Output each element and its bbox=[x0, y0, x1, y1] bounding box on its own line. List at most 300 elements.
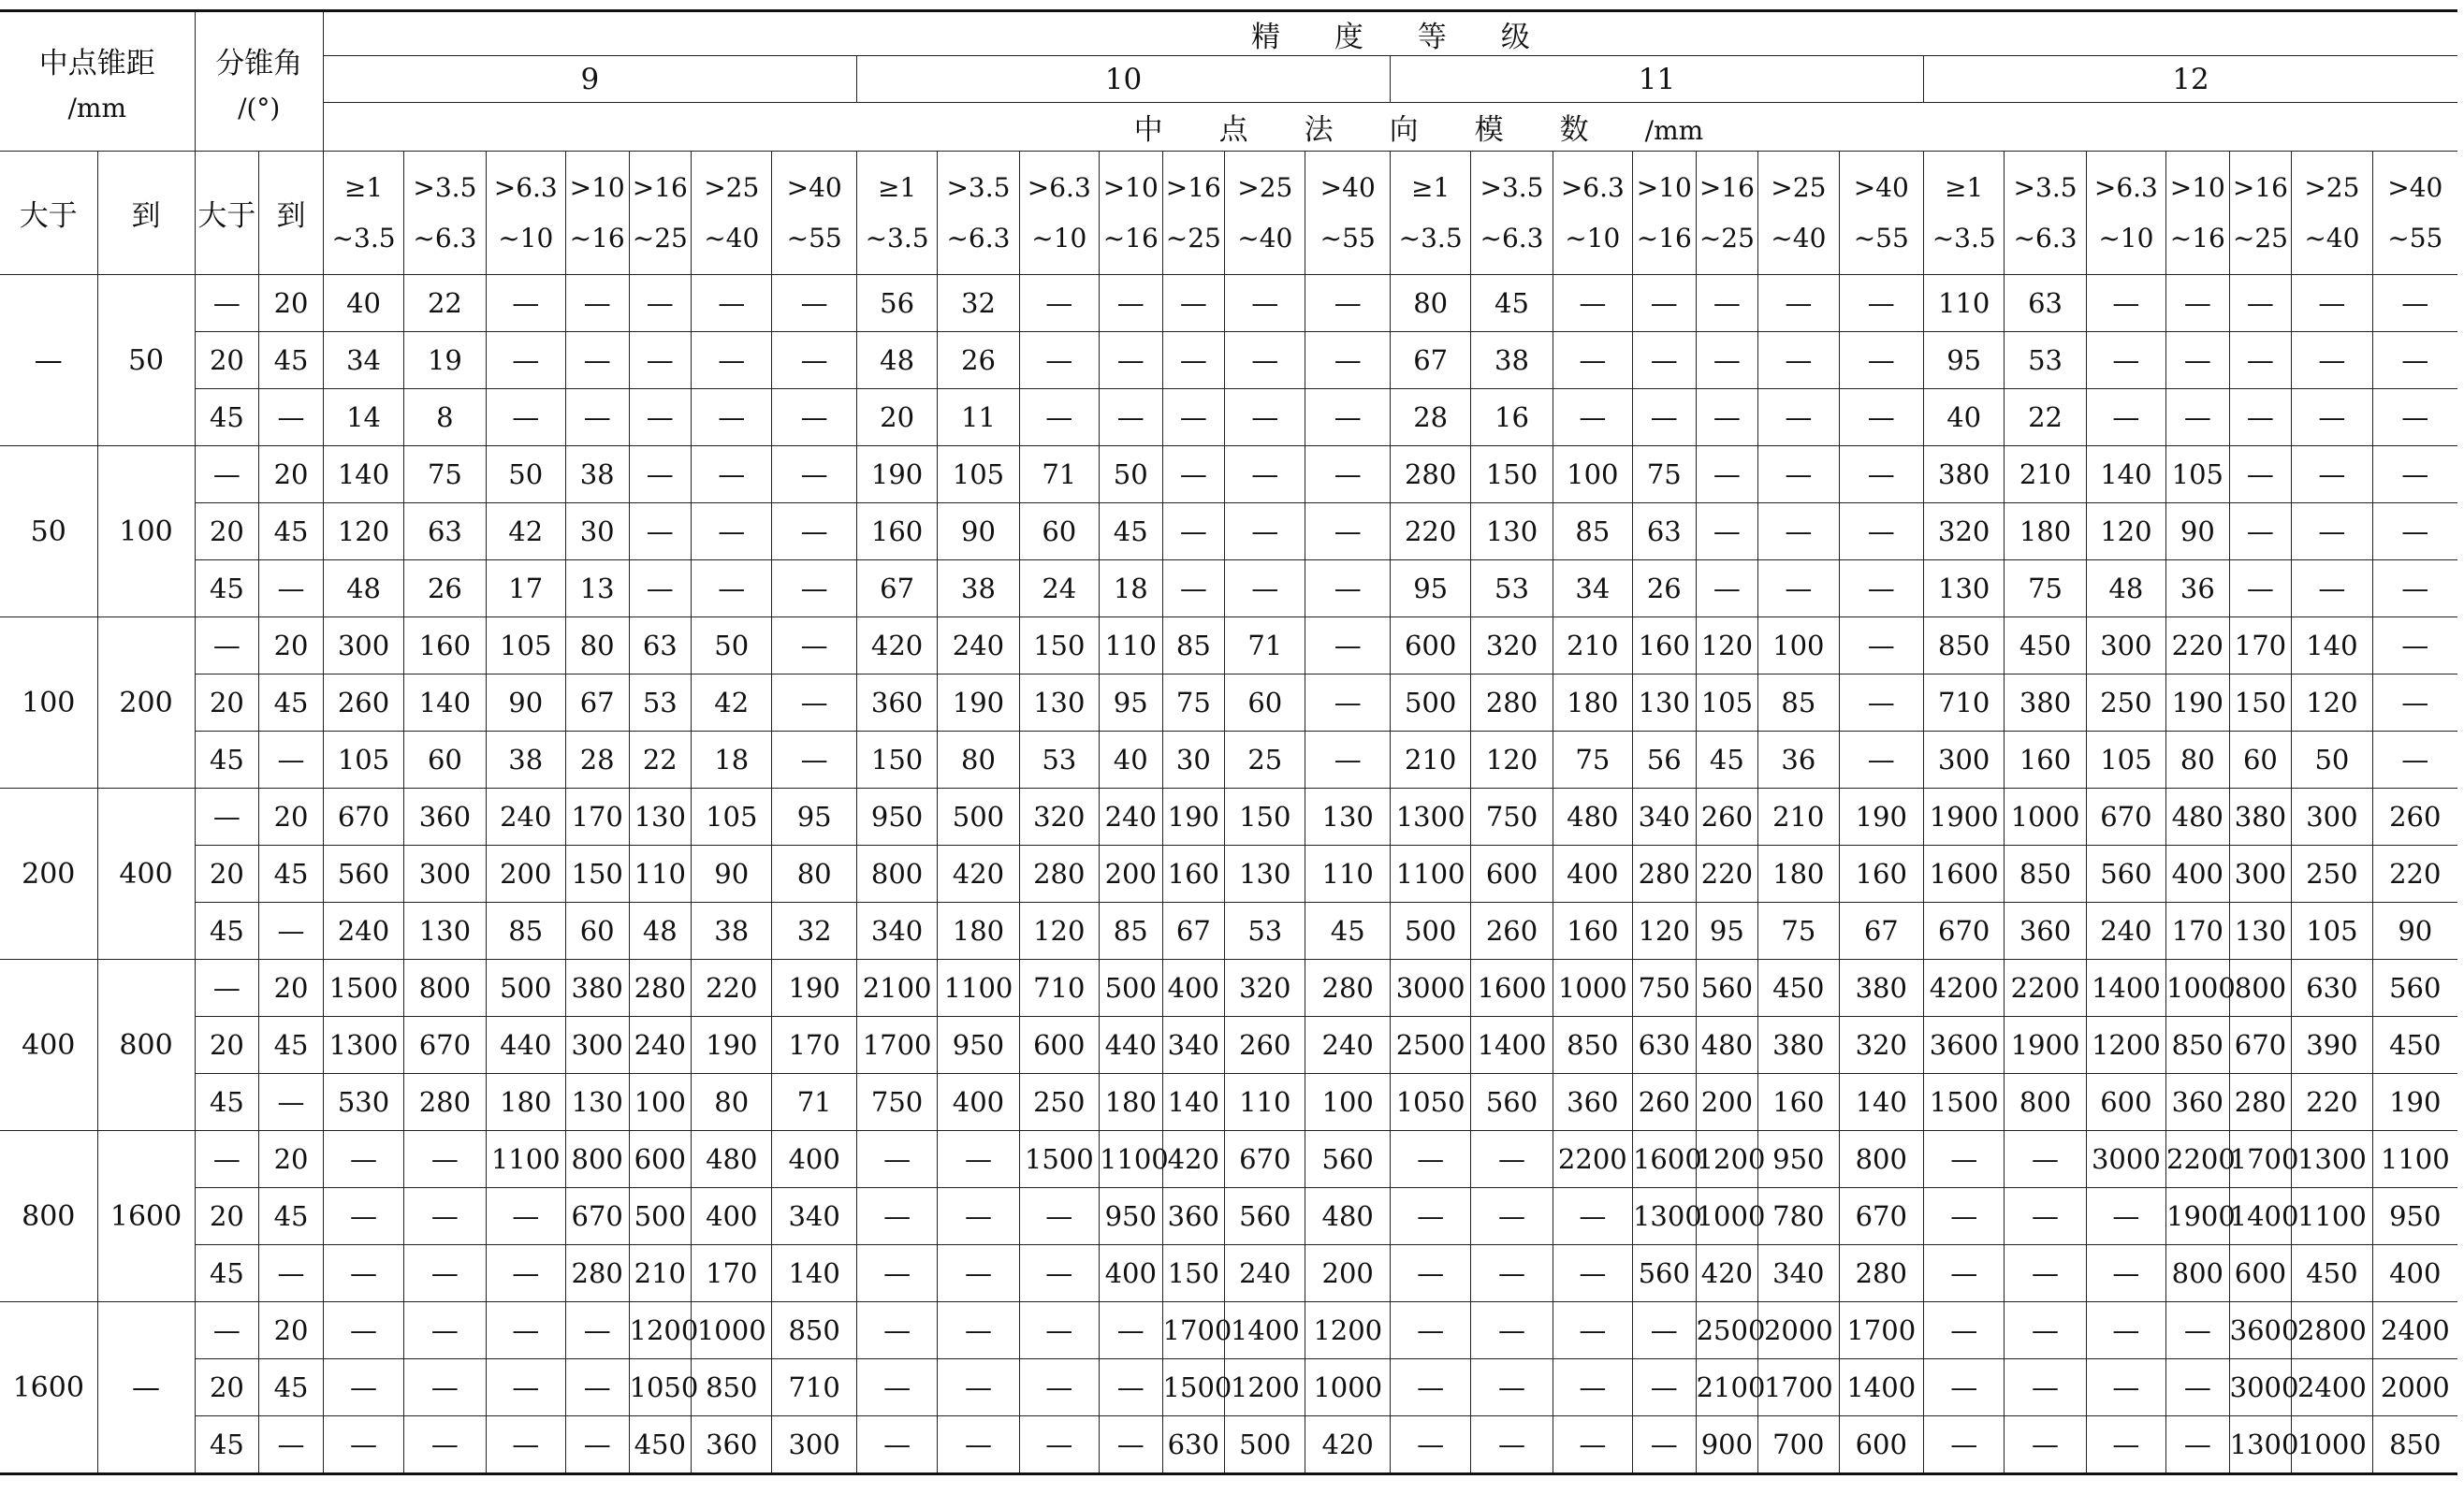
tolerance-value: 200 bbox=[486, 846, 565, 903]
cone-distance-from: — bbox=[0, 275, 97, 446]
tolerance-value: — bbox=[486, 1416, 565, 1474]
module-unit: /mm bbox=[1644, 115, 1704, 146]
tolerance-value: 160 bbox=[856, 503, 937, 560]
module-range-upper: ~3.5 bbox=[1932, 222, 1996, 254]
tolerance-value: 560 bbox=[2372, 960, 2457, 1017]
module-range-upper: ~25 bbox=[632, 222, 688, 254]
tolerance-value: — bbox=[856, 1188, 937, 1245]
tolerance-value: 320 bbox=[1924, 503, 2005, 560]
tolerance-value: 60 bbox=[2229, 732, 2292, 789]
table-row bbox=[0, 275, 2457, 332]
tolerance-value: 300 bbox=[2229, 846, 2292, 903]
tolerance-value: — bbox=[2166, 1302, 2230, 1359]
tolerance-value: — bbox=[2005, 1302, 2086, 1359]
tolerance-value: — bbox=[2292, 389, 2372, 446]
tolerance-value: 25 bbox=[1225, 732, 1305, 789]
tolerance-value: — bbox=[1758, 503, 1839, 560]
cone-distance-unit: /mm bbox=[67, 93, 127, 123]
tolerance-value: 48 bbox=[2086, 560, 2165, 617]
tolerance-value: — bbox=[1839, 446, 1924, 503]
tolerance-value: — bbox=[1225, 275, 1305, 332]
tolerance-value: 105 bbox=[486, 617, 565, 674]
tolerance-value: 140 bbox=[2292, 617, 2372, 674]
tolerance-value: 1400 bbox=[2086, 960, 2165, 1017]
module-label: 中点法向模数 bbox=[1133, 113, 1645, 147]
tolerance-value: 4200 bbox=[1924, 960, 2005, 1017]
tolerance-value: 190 bbox=[2372, 1074, 2457, 1131]
tolerance-value: 300 bbox=[2086, 617, 2165, 674]
tolerance-value: 500 bbox=[938, 789, 1019, 846]
table-row bbox=[0, 674, 2457, 732]
cone-angle-to: 20 bbox=[259, 789, 324, 846]
tolerance-value: 8 bbox=[404, 389, 486, 446]
tolerance-value: 38 bbox=[565, 446, 629, 503]
tolerance-value: — bbox=[1390, 1359, 1470, 1416]
tolerance-value: 80 bbox=[565, 617, 629, 674]
tolerance-value: 210 bbox=[1758, 789, 1839, 846]
tolerance-value: 400 bbox=[1553, 846, 1632, 903]
module-range-header bbox=[856, 152, 937, 275]
cone-angle-from: — bbox=[195, 1302, 259, 1359]
tolerance-value: — bbox=[856, 1302, 937, 1359]
tolerance-value: — bbox=[629, 332, 692, 389]
tolerance-value: — bbox=[2292, 560, 2372, 617]
cone-angle-to: 45 bbox=[259, 846, 324, 903]
tolerance-value: — bbox=[1162, 560, 1225, 617]
tolerance-value: — bbox=[1019, 1416, 1099, 1474]
module-range-header bbox=[1839, 152, 1924, 275]
tolerance-value: — bbox=[1553, 1245, 1632, 1302]
tolerance-value: 560 bbox=[323, 846, 403, 903]
tolerance-value: 850 bbox=[2166, 1017, 2230, 1074]
tolerance-value: 600 bbox=[1839, 1416, 1924, 1474]
tolerance-value: 3000 bbox=[2229, 1359, 2292, 1416]
module-range-header bbox=[1758, 152, 1839, 275]
tolerance-value: 1000 bbox=[1553, 960, 1632, 1017]
tolerance-value: 240 bbox=[486, 789, 565, 846]
tolerance-value: — bbox=[1019, 332, 1099, 389]
cone-angle-from: 20 bbox=[195, 674, 259, 732]
tolerance-value: 670 bbox=[404, 1017, 486, 1074]
cone-angle-to: 20 bbox=[259, 617, 324, 674]
tolerance-value: — bbox=[486, 332, 565, 389]
cone-angle-to: 20 bbox=[259, 275, 324, 332]
tolerance-value: — bbox=[486, 1302, 565, 1359]
tolerance-value: 240 bbox=[323, 903, 403, 960]
tolerance-value: 100 bbox=[1305, 1074, 1391, 1131]
tolerance-value: — bbox=[1019, 1359, 1099, 1416]
tolerance-value: 450 bbox=[2005, 617, 2086, 674]
tolerance-value: 105 bbox=[2086, 732, 2165, 789]
module-range-upper: ~40 bbox=[1237, 222, 1293, 254]
tolerance-value: 600 bbox=[2086, 1074, 2165, 1131]
tolerance-value: 85 bbox=[1099, 903, 1162, 960]
tolerance-value: 1100 bbox=[1099, 1131, 1162, 1188]
tolerance-value: 1100 bbox=[486, 1131, 565, 1188]
tolerance-value: 3000 bbox=[2086, 1131, 2165, 1188]
tolerance-value: — bbox=[772, 560, 857, 617]
tolerance-value: 26 bbox=[1632, 560, 1696, 617]
tolerance-value: 320 bbox=[1839, 1017, 1924, 1074]
tolerance-value: — bbox=[856, 1416, 937, 1474]
tolerance-value: 210 bbox=[1390, 732, 1470, 789]
tolerance-value: 1900 bbox=[1924, 789, 2005, 846]
tolerance-value: — bbox=[2229, 275, 2292, 332]
tolerance-value: — bbox=[1924, 1188, 2005, 1245]
module-range-lower: ≥1 bbox=[343, 171, 384, 203]
tolerance-value: — bbox=[772, 674, 857, 732]
cone-angle-from: 20 bbox=[195, 1188, 259, 1245]
module-range-header bbox=[1225, 152, 1305, 275]
tolerance-value: 2200 bbox=[2166, 1131, 2230, 1188]
tolerance-value: 80 bbox=[692, 1074, 772, 1131]
tolerance-value: 300 bbox=[772, 1416, 857, 1474]
cone-distance-label: 中点锥距 bbox=[38, 47, 155, 80]
tolerance-value: 1600 bbox=[1471, 960, 1553, 1017]
tolerance-value: 750 bbox=[1471, 789, 1553, 846]
tolerance-value: 53 bbox=[1225, 903, 1305, 960]
tolerance-value: 67 bbox=[1162, 903, 1225, 960]
tolerance-value: 2400 bbox=[2372, 1302, 2457, 1359]
tolerance-value: 120 bbox=[1471, 732, 1553, 789]
tolerance-value: 30 bbox=[1162, 732, 1225, 789]
cone-angle-to: 45 bbox=[259, 1017, 324, 1074]
tolerance-value: 1400 bbox=[2229, 1188, 2292, 1245]
tolerance-value: 400 bbox=[772, 1131, 857, 1188]
tolerance-value: 480 bbox=[1696, 1017, 1758, 1074]
tolerance-value: 220 bbox=[1390, 503, 1470, 560]
tolerance-value: — bbox=[2372, 560, 2457, 617]
tolerance-table bbox=[0, 9, 2457, 1475]
cone-angle-from: 20 bbox=[195, 1017, 259, 1074]
tolerance-value: — bbox=[1305, 732, 1391, 789]
tolerance-value: — bbox=[2166, 275, 2230, 332]
cone-angle-to: 45 bbox=[259, 1359, 324, 1416]
tolerance-value: — bbox=[692, 446, 772, 503]
tolerance-value: 60 bbox=[404, 732, 486, 789]
tolerance-value: 56 bbox=[856, 275, 937, 332]
tolerance-value: 1700 bbox=[1162, 1302, 1225, 1359]
tolerance-value: 600 bbox=[1390, 617, 1470, 674]
tolerance-value: 280 bbox=[1632, 846, 1696, 903]
tolerance-value: — bbox=[2005, 1359, 2086, 1416]
tolerance-value: 210 bbox=[1553, 617, 1632, 674]
tolerance-value: — bbox=[1305, 275, 1391, 332]
tolerance-value: — bbox=[772, 732, 857, 789]
tolerance-value: 18 bbox=[692, 732, 772, 789]
tolerance-value: 63 bbox=[1632, 503, 1696, 560]
module-range-header bbox=[1099, 152, 1162, 275]
tolerance-value: — bbox=[1632, 389, 1696, 446]
tolerance-value: — bbox=[2372, 275, 2457, 332]
tolerance-value: — bbox=[1553, 332, 1632, 389]
module-range-lower: >16 bbox=[1165, 171, 1221, 203]
tolerance-value: 300 bbox=[565, 1017, 629, 1074]
tolerance-value: 850 bbox=[692, 1359, 772, 1416]
tolerance-value: 440 bbox=[1099, 1017, 1162, 1074]
tolerance-value: 1300 bbox=[323, 1017, 403, 1074]
tolerance-value: 71 bbox=[1225, 617, 1305, 674]
tolerance-value: 950 bbox=[1758, 1131, 1839, 1188]
tolerance-value: 320 bbox=[1019, 789, 1099, 846]
module-range-header bbox=[1390, 152, 1470, 275]
tolerance-value: 260 bbox=[1632, 1074, 1696, 1131]
tolerance-value: 210 bbox=[2005, 446, 2086, 503]
tolerance-value: — bbox=[1162, 389, 1225, 446]
tolerance-value: 260 bbox=[1471, 903, 1553, 960]
cone-distance-to: 400 bbox=[97, 789, 195, 960]
cone-angle-to: 20 bbox=[259, 1131, 324, 1188]
tolerance-value: 240 bbox=[1305, 1017, 1391, 1074]
tolerance-value: 2500 bbox=[1390, 1017, 1470, 1074]
tolerance-value: 380 bbox=[2229, 789, 2292, 846]
tolerance-value: 560 bbox=[1225, 1188, 1305, 1245]
module-range-header bbox=[2292, 152, 2372, 275]
module-range-header bbox=[323, 152, 403, 275]
tolerance-value: 17 bbox=[486, 560, 565, 617]
tolerance-value: 26 bbox=[938, 332, 1019, 389]
module-range-lower: >10 bbox=[1636, 171, 1692, 203]
tolerance-value: 340 bbox=[1632, 789, 1696, 846]
cone-angle-to: — bbox=[259, 560, 324, 617]
tolerance-value: 1500 bbox=[1924, 1074, 2005, 1131]
tolerance-value: 850 bbox=[2005, 846, 2086, 903]
tolerance-value: 380 bbox=[565, 960, 629, 1017]
tolerance-value: — bbox=[1305, 560, 1391, 617]
tolerance-value: — bbox=[1632, 1302, 1696, 1359]
tolerance-value: 400 bbox=[2372, 1245, 2457, 1302]
module-range-lower: >40 bbox=[2387, 171, 2443, 203]
tolerance-value: — bbox=[486, 275, 565, 332]
tolerance-value: 120 bbox=[1696, 617, 1758, 674]
tolerance-value: — bbox=[1471, 1302, 1553, 1359]
tolerance-value: 300 bbox=[1924, 732, 2005, 789]
tolerance-value: 24 bbox=[1019, 560, 1099, 617]
tolerance-value: — bbox=[2166, 332, 2230, 389]
tolerance-value: 190 bbox=[772, 960, 857, 1017]
tolerance-value: 630 bbox=[1162, 1416, 1225, 1474]
tolerance-value: 45 bbox=[1696, 732, 1758, 789]
tolerance-value: 180 bbox=[1758, 846, 1839, 903]
tolerance-value: 360 bbox=[2005, 903, 2086, 960]
tolerance-value: 850 bbox=[1553, 1017, 1632, 1074]
module-range-header bbox=[2166, 152, 2230, 275]
tolerance-value: — bbox=[1019, 275, 1099, 332]
tolerance-value: 560 bbox=[1305, 1131, 1391, 1188]
tolerance-value: 1000 bbox=[692, 1302, 772, 1359]
tolerance-value: 1100 bbox=[2292, 1188, 2372, 1245]
tolerance-value: 1000 bbox=[1696, 1188, 1758, 1245]
table-row bbox=[0, 732, 2457, 789]
tolerance-value: — bbox=[2229, 560, 2292, 617]
module-range-header bbox=[692, 152, 772, 275]
tolerance-value: 28 bbox=[1390, 389, 1470, 446]
tolerance-value: 140 bbox=[1162, 1074, 1225, 1131]
tolerance-value: 750 bbox=[1632, 960, 1696, 1017]
tolerance-value: — bbox=[2229, 332, 2292, 389]
module-range-header bbox=[2005, 152, 2086, 275]
tolerance-value: 240 bbox=[629, 1017, 692, 1074]
table-row bbox=[0, 1131, 2457, 1188]
tolerance-value: — bbox=[2292, 503, 2372, 560]
tolerance-value: 220 bbox=[2372, 846, 2457, 903]
tolerance-value: — bbox=[2372, 674, 2457, 732]
module-range-upper: ~3.5 bbox=[331, 222, 396, 254]
tolerance-value: 670 bbox=[323, 789, 403, 846]
grade-11-header: 11 bbox=[1390, 56, 1923, 103]
tolerance-value: 56 bbox=[1632, 732, 1696, 789]
tolerance-value: 60 bbox=[1019, 503, 1099, 560]
table-row bbox=[0, 1188, 2457, 1245]
tolerance-value: 30 bbox=[565, 503, 629, 560]
tolerance-value: 380 bbox=[1924, 446, 2005, 503]
module-range-upper: ~10 bbox=[1565, 222, 1621, 254]
tolerance-value: 42 bbox=[486, 503, 565, 560]
module-range-lower: >40 bbox=[1853, 171, 1909, 203]
tolerance-value: 1500 bbox=[1019, 1131, 1099, 1188]
tolerance-value: — bbox=[1305, 674, 1391, 732]
tolerance-value: — bbox=[1099, 275, 1162, 332]
tolerance-value: 1700 bbox=[856, 1017, 937, 1074]
tolerance-value: 2200 bbox=[1553, 1131, 1632, 1188]
cone-angle-from: 20 bbox=[195, 503, 259, 560]
tolerance-value: — bbox=[1924, 1302, 2005, 1359]
tolerance-value: — bbox=[692, 560, 772, 617]
tolerance-value: 110 bbox=[629, 846, 692, 903]
tolerance-value: 1000 bbox=[2166, 960, 2230, 1017]
tolerance-value: — bbox=[1696, 446, 1758, 503]
tolerance-value: 60 bbox=[1225, 674, 1305, 732]
tolerance-value: 400 bbox=[1099, 1245, 1162, 1302]
tolerance-value: 1200 bbox=[1696, 1131, 1758, 1188]
tolerance-value: 300 bbox=[323, 617, 403, 674]
tolerance-value: — bbox=[2292, 275, 2372, 332]
tolerance-value: — bbox=[938, 1131, 1019, 1188]
tolerance-value: — bbox=[2372, 332, 2457, 389]
tolerance-value: 950 bbox=[2372, 1188, 2457, 1245]
module-range-upper: ~55 bbox=[2387, 222, 2443, 254]
tolerance-value: 1100 bbox=[1390, 846, 1470, 903]
tolerance-value: — bbox=[404, 1359, 486, 1416]
tolerance-value: — bbox=[565, 332, 629, 389]
tolerance-value: 780 bbox=[1758, 1188, 1839, 1245]
tolerance-value: — bbox=[1225, 332, 1305, 389]
tolerance-value: 22 bbox=[2005, 389, 2086, 446]
tolerance-value: 95 bbox=[1924, 332, 2005, 389]
tolerance-value: 1200 bbox=[1305, 1302, 1391, 1359]
tolerance-value: 90 bbox=[692, 846, 772, 903]
tolerance-value: 75 bbox=[2005, 560, 2086, 617]
tolerance-value: 560 bbox=[1632, 1245, 1696, 1302]
tolerance-value: — bbox=[2086, 1302, 2165, 1359]
tolerance-value: 500 bbox=[1390, 674, 1470, 732]
tolerance-value: 420 bbox=[1696, 1245, 1758, 1302]
tolerance-value: 95 bbox=[1099, 674, 1162, 732]
tolerance-value: — bbox=[2229, 503, 2292, 560]
tolerance-value: 380 bbox=[2005, 674, 2086, 732]
module-header bbox=[323, 103, 2457, 152]
tolerance-value: 120 bbox=[1632, 903, 1696, 960]
tolerance-value: 48 bbox=[856, 332, 937, 389]
tolerance-value: — bbox=[2229, 389, 2292, 446]
tolerance-value: — bbox=[856, 1245, 937, 1302]
tolerance-value: 600 bbox=[1471, 846, 1553, 903]
tolerance-value: 22 bbox=[404, 275, 486, 332]
tolerance-value: 13 bbox=[565, 560, 629, 617]
tolerance-value: — bbox=[1099, 1416, 1162, 1474]
tolerance-value: — bbox=[1632, 275, 1696, 332]
tolerance-value: 53 bbox=[2005, 332, 2086, 389]
tolerance-value: 80 bbox=[2166, 732, 2230, 789]
tolerance-value: 130 bbox=[1471, 503, 1553, 560]
cone-angle-unit: /(°) bbox=[238, 93, 281, 123]
tolerance-value: — bbox=[1471, 1245, 1553, 1302]
cone-distance-from: 400 bbox=[0, 960, 97, 1131]
tolerance-value: 100 bbox=[629, 1074, 692, 1131]
tolerance-value: 900 bbox=[1696, 1416, 1758, 1474]
tolerance-value: — bbox=[1839, 503, 1924, 560]
tolerance-value: 670 bbox=[1839, 1188, 1924, 1245]
tolerance-value: 45 bbox=[1471, 275, 1553, 332]
tolerance-value: 850 bbox=[772, 1302, 857, 1359]
tolerance-value: 340 bbox=[772, 1188, 857, 1245]
tolerance-value: 200 bbox=[1696, 1074, 1758, 1131]
tolerance-value: 53 bbox=[1471, 560, 1553, 617]
tolerance-value: 360 bbox=[2166, 1074, 2230, 1131]
tolerance-value: 500 bbox=[1390, 903, 1470, 960]
module-range-header bbox=[938, 152, 1019, 275]
tolerance-value: 130 bbox=[404, 903, 486, 960]
tolerance-value: 150 bbox=[565, 846, 629, 903]
tolerance-value: 320 bbox=[1471, 617, 1553, 674]
tolerance-value: 19 bbox=[404, 332, 486, 389]
tolerance-value: 1050 bbox=[1390, 1074, 1470, 1131]
tolerance-value: 180 bbox=[2005, 503, 2086, 560]
module-range-header bbox=[2229, 152, 2292, 275]
module-range-upper: ~6.3 bbox=[413, 222, 477, 254]
tolerance-value: — bbox=[1162, 503, 1225, 560]
cone-angle-to: 45 bbox=[259, 674, 324, 732]
tolerance-value: — bbox=[772, 275, 857, 332]
module-range-upper: ~16 bbox=[1102, 222, 1159, 254]
tolerance-value: — bbox=[1390, 1302, 1470, 1359]
module-range-upper: ~25 bbox=[1165, 222, 1221, 254]
tolerance-value: 710 bbox=[772, 1359, 857, 1416]
tolerance-value: 38 bbox=[692, 903, 772, 960]
tolerance-value: — bbox=[938, 1359, 1019, 1416]
tolerance-value: 75 bbox=[404, 446, 486, 503]
module-range-lower: >16 bbox=[1699, 171, 1755, 203]
tolerance-value: 260 bbox=[323, 674, 403, 732]
cone-angle-header bbox=[195, 11, 323, 152]
cone-angle-up-to: 到 bbox=[259, 152, 324, 275]
tolerance-value: — bbox=[486, 1188, 565, 1245]
tolerance-value: 670 bbox=[2229, 1017, 2292, 1074]
tolerance-value: 11 bbox=[938, 389, 1019, 446]
tolerance-value: 42 bbox=[692, 674, 772, 732]
tolerance-value: — bbox=[2229, 446, 2292, 503]
cone-angle-label: 分锥角 bbox=[215, 47, 303, 80]
tolerance-value: 14 bbox=[323, 389, 403, 446]
module-range-lower: >25 bbox=[1771, 171, 1827, 203]
tolerance-value: 150 bbox=[856, 732, 937, 789]
tolerance-value: 2400 bbox=[2292, 1359, 2372, 1416]
tolerance-value: 380 bbox=[1758, 1017, 1839, 1074]
accuracy-grade-label: 精度等级 bbox=[1250, 20, 1584, 54]
tolerance-value: 40 bbox=[323, 275, 403, 332]
tolerance-value: 170 bbox=[2166, 903, 2230, 960]
tolerance-value: — bbox=[1162, 275, 1225, 332]
